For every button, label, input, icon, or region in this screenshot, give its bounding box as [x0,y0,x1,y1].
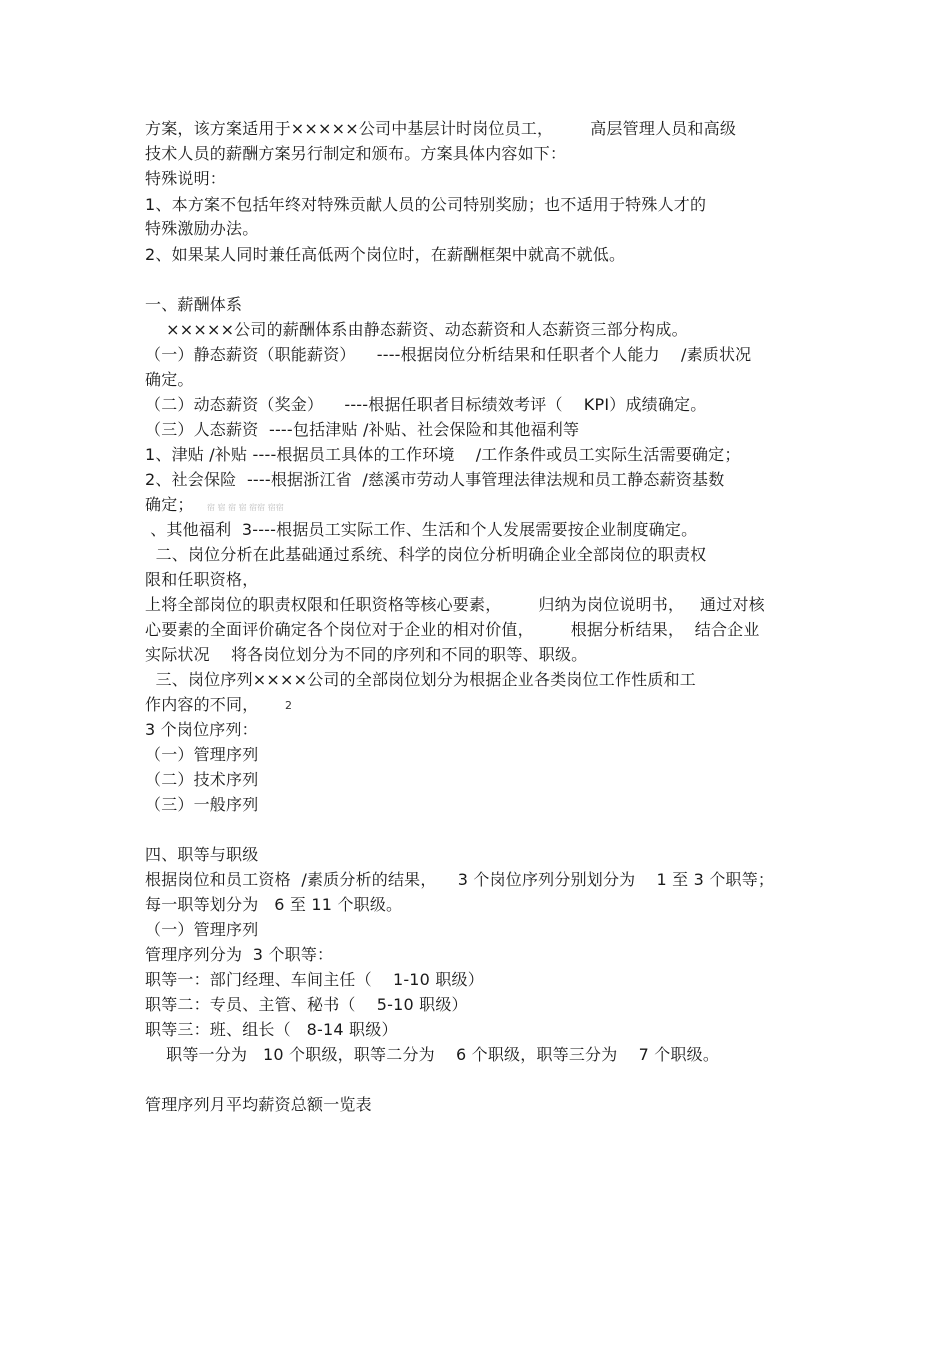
text-line: 2、如果某人同时兼任高低两个岗位时，在薪酬框架中就高不就低。 [145,245,626,264]
text-line: （二）动态薪资（奖金） ----根据任职者目标绩效考评（ KPI）成绩确定。 [145,395,707,414]
text-line: 特殊激励办法。 [145,219,259,238]
text-line: 、其他福利 3----根据员工实际工作、生活和个人发展需要按企业制度确定。 [145,520,698,539]
text-line: 技术人员的薪酬方案另行制定和颁布。方案具体内容如下： [145,144,567,163]
text-line: 心要素的全面评价确定各个岗位对于企业的相对价值， 根据分析结果， 结合企业 [145,620,760,639]
text-line: 管理序列分为 3 个职等： [145,945,334,964]
text-line: （一）静态薪资（职能薪资） ----根据岗位分析结果和任职者个人能力 /素质状况 [145,345,752,364]
text-line: （三）人态薪资 ----包括津贴 /补贴、社会保险和其他福利等 [145,420,580,439]
text-line: （一）管理序列 [145,920,259,939]
section-heading: 三、岗位序列××××公司的全部岗位划分为根据企业各类岗位工作性质和工 [145,670,696,689]
section-heading: 一、薪酬体系 [145,295,243,314]
table-caption: 管理序列月平均薪资总额一览表 [145,1095,372,1114]
list-item: （二）技术序列 [145,770,259,789]
text-line: 方案，该方案适用于×××××公司中基层计时岗位员工， 高层管理人员和高级 [145,119,737,138]
text-line: 职等一分为 10 个职级，职等二分为 6 个职级，职等三分为 7 个职级。 [145,1045,720,1064]
text-line: 上将全部岗位的职责权限和任职资格等核心要素， 归纳为岗位说明书， 通过对核 [145,595,765,614]
list-item: （一）管理序列 [145,745,259,764]
section-heading: 二、岗位分析在此基础通过系统、科学的岗位分析明确企业全部岗位的职责权 [145,545,707,564]
section-heading: 四、职等与职级 [145,845,259,864]
text-line: 确定。 [145,370,194,389]
page-number: 2 [285,699,292,712]
text-line: 特殊说明： [145,169,227,188]
text-line: 职等二：专员、主管、秘书（ 5-10 职级） [145,995,468,1014]
list-item: （三）一般序列 [145,795,259,814]
text-line: 实际状况 将各岗位划分为不同的序列和不同的职等、职级。 [145,645,588,664]
text-line: 2、社会保险 ----根据浙江省 /慈溪市劳动人事管理法律法规和员工静态薪资基数 [145,470,725,489]
text-line: 限和任职资格， [145,570,259,589]
text-line: 1、本方案不包括年终对特殊贡献人员的公司特别奖励；也不适用于特殊人才的 [145,195,707,214]
text-line: 确定； [145,495,194,514]
text-line: 作内容的不同， [145,695,259,714]
text-line: 职等三：班、组长（ 8-14 职级） [145,1020,398,1039]
text-line: 1、津贴 /补贴 ----根据员工具体的工作环境 /工作条件或员工实际生活需要确定； [145,445,741,464]
text-line: 职等一：部门经理、车间主任（ 1-10 职级） [145,970,484,989]
text-line: ×××××公司的薪酬体系由静态薪资、动态薪资和人态薪资三部分构成。 [145,320,688,339]
text-line: 每一职等划分为 6 至 11 个职级。 [145,895,403,914]
text-line: 根据岗位和员工资格 /素质分析的结果， 3 个岗位序列分别划分为 1 至 3 个职等； [145,870,775,889]
text-line: 3 个岗位序列： [145,720,258,739]
faint-text: 宿 宿 宿 宿 宿宿 宿宿 [207,503,284,512]
